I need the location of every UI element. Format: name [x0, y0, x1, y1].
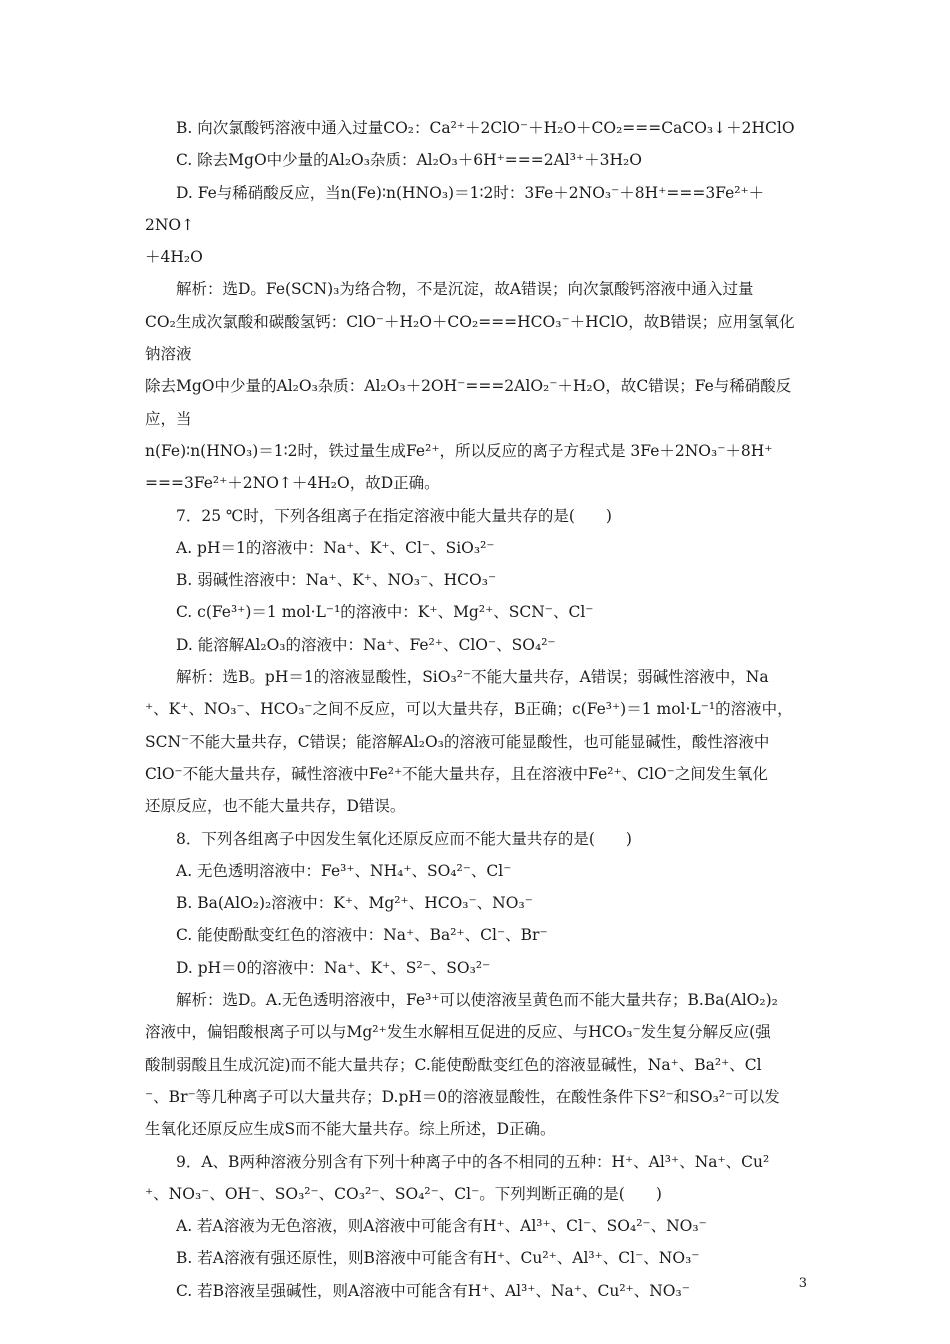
text-line: 9．A、B两种溶液分别含有下列十种离子中的各不相同的五种：H⁺、Al³⁺、Na⁺、Cu² — [176, 1152, 770, 1171]
text-line: 除去MgO中少量的Al₂O₃杂质：Al₂O₃＋2OH⁻===2AlO₂⁻＋H₂O，故C错误；Fe与稀硝酸反应，当 — [145, 377, 792, 428]
text-line: C. c(Fe³⁺)＝1 mol·L⁻¹的溶液中：K⁺、Mg²⁺、SCN⁻、Cl⁻ — [176, 603, 594, 622]
text-line: 解析：选D。A.无色透明溶液中，Fe³⁺可以使溶液呈黄色而不能大量共存；B.Ba(AlO₂)₂ — [176, 991, 778, 1010]
text-line: 7．25 ℃时，下列各组离子在指定溶液中能大量共存的是( ) — [176, 506, 612, 525]
text-line: D. 能溶解Al₂O₃的溶液中：Na⁺、Fe²⁺、ClO⁻、SO₄²⁻ — [176, 635, 556, 654]
text-line: A. 若A溶液为无色溶液，则A溶液中可能含有H⁺、Al³⁺、Cl⁻、SO₄²⁻、NO₃⁻ — [176, 1217, 707, 1236]
text-line: ⁺、K⁺、NO₃⁻、HCO₃⁻之间不反应，可以大量共存，B正确；c(Fe³⁺)＝1 mol·L⁻¹的溶液中， — [145, 700, 793, 719]
text-line: D. Fe与稀硝酸反应，当n(Fe)∶n(HNO₃)＝1∶2时：3Fe＋2NO₃⁻＋8H⁺===3Fe²⁺＋2NO↑ — [145, 183, 765, 234]
text-line: C. 能使酚酞变红色的溶液中：Na⁺、Ba²⁺、Cl⁻、Br⁻ — [176, 926, 548, 945]
text-line: ClO⁻不能大量共存，碱性溶液中Fe²⁺不能大量共存，且在溶液中Fe²⁺、ClO⁻之间发生氧化 — [145, 764, 768, 783]
text-line: 溶液中，偏铝酸根离子可以与Mg²⁺发生水解相互促进的反应、与HCO₃⁻发生复分解反应(强 — [145, 1023, 771, 1042]
text-line: n(Fe)∶n(HNO₃)＝1∶2时，铁过量生成Fe²⁺，所以反应的离子方程式是 3Fe＋2NO₃⁻＋8H⁺ — [145, 441, 773, 460]
text-line: C. 若B溶液呈强碱性，则A溶液中可能含有H⁺、Al³⁺、Na⁺、Cu²⁺、NO₃⁻ — [176, 1281, 690, 1300]
text-line: ⁺、NO₃⁻、OH⁻、SO₃²⁻、CO₃²⁻、SO₄²⁻、Cl⁻。下列判断正确的是( ) — [145, 1184, 662, 1203]
text-line: A. 无色透明溶液中：Fe³⁺、NH₄⁺、SO₄²⁻、Cl⁻ — [176, 861, 512, 880]
page-number: 3 — [798, 1276, 807, 1291]
text-line: C. 除去MgO中少量的Al₂O₃杂质：Al₂O₃＋6H⁺===2Al³⁺＋3H₂O — [176, 151, 642, 170]
text-line: SCN⁻不能大量共存，C错误；能溶解Al₂O₃的溶液可能显酸性，也可能显碱性，酸性溶液中 — [145, 732, 770, 751]
text-line: ＋4H₂O — [145, 248, 203, 267]
text-line: A. pH＝1的溶液中：Na⁺、K⁺、Cl⁻、SiO₃²⁻ — [176, 538, 495, 557]
text-line: 解析：选D。Fe(SCN)₃为络合物，不是沉淀，故A错误；向次氯酸钙溶液中通入过量 — [176, 280, 754, 299]
text-line: ⁻、Br⁻等几种离子可以大量共存；D.pH＝0的溶液显酸性，在酸性条件下S²⁻和SO₃²⁻可以发 — [145, 1087, 780, 1106]
text-line: ===3Fe²⁺＋2NO↑＋4H₂O，故D正确。 — [145, 474, 440, 493]
text-line: B. 弱碱性溶液中：Na⁺、K⁺、NO₃⁻、HCO₃⁻ — [176, 571, 497, 590]
document-body — [145, 112, 810, 1307]
text-line: B. 向次氯酸钙溶液中通入过量CO₂：Ca²⁺＋2ClO⁻＋H₂O＋CO₂===CaCO₃↓＋2HClO — [176, 119, 795, 137]
text-line: D. pH＝0的溶液中：Na⁺、K⁺、S²⁻、SO₃²⁻ — [176, 958, 491, 977]
text-line: 解析：选B。pH＝1的溶液显酸性，SiO₃²⁻不能大量共存，A错误；弱碱性溶液中，Na — [176, 668, 769, 687]
text-line: B. 若A溶液有强还原性，则B溶液中可能含有H⁺、Cu²⁺、Al³⁺、Cl⁻、NO₃⁻ — [176, 1249, 700, 1268]
text-line: B. Ba(AlO₂)₂溶液中：K⁺、Mg²⁺、HCO₃⁻、NO₃⁻ — [176, 894, 533, 913]
text-line: 生氧化还原反应生成S而不能大量共存。综上所述，D正确。 — [145, 1120, 556, 1139]
text-line: 酸制弱酸且生成沉淀)而不能大量共存；C.能使酚酞变红色的溶液显碱性，Na⁺、Ba²⁺、Cl — [145, 1055, 762, 1074]
text-line: CO₂生成次氯酸和碳酸氢钙：ClO⁻＋H₂O＋CO₂===HCO₃⁻＋HClO，故B错误；应用氢氧化钠溶液 — [145, 312, 795, 364]
text-line: 还原反应，也不能大量共存，D错误。 — [145, 797, 406, 816]
text-line: 8．下列各组离子中因发生氧化还原反应而不能大量共存的是( ) — [176, 829, 632, 848]
